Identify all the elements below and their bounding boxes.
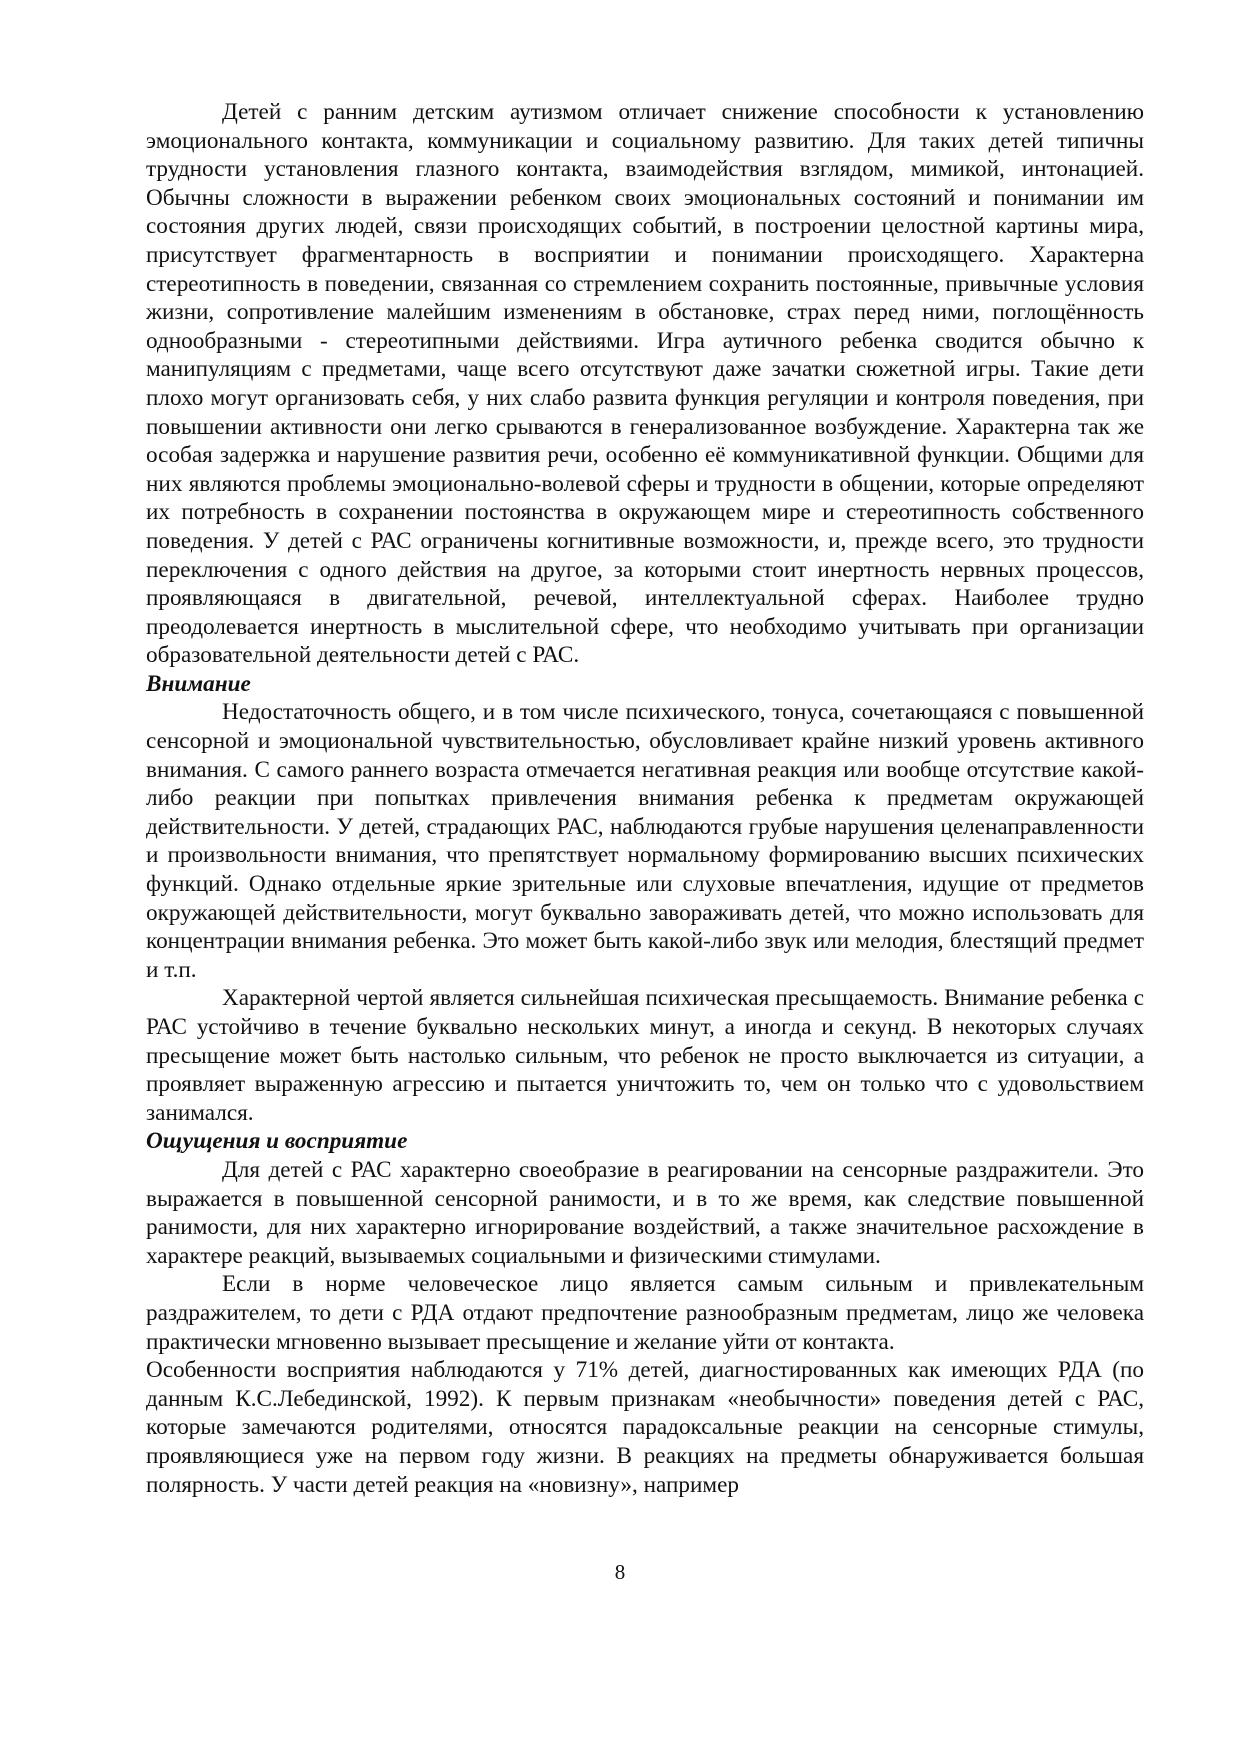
attention-paragraph-1: Недостаточность общего, и в том числе психического, тонуса, сочетающаяся с повышенной сенсорной и эмоциональной чувствительностью, обусловливает крайне низкий уровень активного внимания. С самого раннего возраста отмечается негативная реакция или вообще отсутствие какой-либо реакции при попытках привлечения внимания ребенка к предметам окружающей действительности. У детей, страдающих РАС, наблюдаются грубые нарушения целенаправленности и произвольности внимания, что препятствует нормальному формированию высших психических функций. Однако отдельные яркие зрительные или слуховые впечатления, идущие от предметов окружающей действительности, могут буквально завораживать детей, что можно использовать для концентрации внимания ребенка. Это может быть какой-либо звук или мелодия, блестящий предмет и т.п. bbox=[146, 699, 1144, 983]
attention-paragraph-2: Характерной чертой является сильнейшая психическая пресыщаемость. Внимание ребенка с РАС устойчиво в течение буквально нескольких минут, а иногда и секунд. В некоторых случаях пресыщение может быть настолько сильным, что ребенок не просто выключается из ситуации, а проявляет выраженную агрессию и пытается уничтожить то, чем он только что с удовольствием занимался. bbox=[146, 985, 1144, 1126]
intro-paragraph: Детей с ранним детским аутизмом отличает снижение способности к установлению эмоционального контакта, коммуникации и социальному развитию. Для таких детей типичны трудности установления глазного контакта, взаимодействия взглядом, мимикой, интонацией. Обычны сложности в выражении ребенком своих эмоциональных состояний и понимании им состояния других людей, связи происходящих событий, в построении целостной картины мира, присутствует фрагментарность в восприятии и понимании происходящего. Характерна стереотипность в поведении, связанная со стремлением сохранить постоянные, привычные условия жизни, сопротивление малейшим изменениям в обстановке, страх перед ними, поглощённость однообразными - стереотипными действиями. Игра аутичного ребенка сводится обычно к манипуляциям с предметами, чаще всего отсутствуют даже зачатки сюжетной игры. Такие дети плохо могут организовать себя, у них слабо развита функция регуляции и контроля поведения, при повышении активности они легко срываются в генерализованное возбуждение. Характерна так же особая задержка и нарушение развития речи, особенно её коммуникативной функции. Общими для них являются проблемы эмоционально-волевой сферы и трудности в общении, которые определяют их потребность в сохранении постоянства в окружающем мире и стереотипность собственного поведения. У детей с РАС ограничены когнитивные возможности, и, прежде всего, это трудности переключения с одного действия на другое, за которыми стоит инертность нервных процессов, проявляющаяся в двигательной, речевой, интеллектуальной сферах. Наиболее трудно преодолевается инертность в мыслительной сфере, что необходимо учитывать при организации образовательной деятельности детей с РАС. bbox=[146, 99, 1144, 669]
perception-paragraph-1: Для детей с РАС характерно своеобразие в реагировании на сенсорные раздражители. Это выражается в повышенной сенсорной ранимости, и в то же время, как следствие повышенной ранимости, для них характерно игнорирование воздействий, а также значительное расхождение в характере реакций, вызываемых социальными и физическими стимулами. bbox=[146, 1156, 1144, 1269]
perception-paragraph-2: Если в норме человеческое лицо является самым сильным и привлекательным раздражителем, то дети с РДА отдают предпочтение разнообразным предметам, лицо же человека практически мгновенно вызывает пресыщение и желание уйти от контакта. bbox=[146, 1271, 1144, 1355]
section-heading-attention: Внимание bbox=[146, 670, 251, 697]
document-page bbox=[146, 98, 1144, 1499]
perception-paragraph-3: Особенности восприятия наблюдаются у 71% детей, диагностированных как имеющих РДА (по данным К.С.Лебединской, 1992). К первым признакам «необычности» поведения детей с РАС, которые замечаются родителями, относятся парадоксальные реакции на сенсорные стимулы, проявляющиеся уже на первом году жизни. В реакциях на предметы обнаруживается большая полярность. У части детей реакция на «новизну», например bbox=[146, 1357, 1144, 1498]
section-heading-perception: Ощущения и восприятие bbox=[146, 1128, 408, 1155]
page-number: 8 bbox=[614, 1560, 626, 1584]
